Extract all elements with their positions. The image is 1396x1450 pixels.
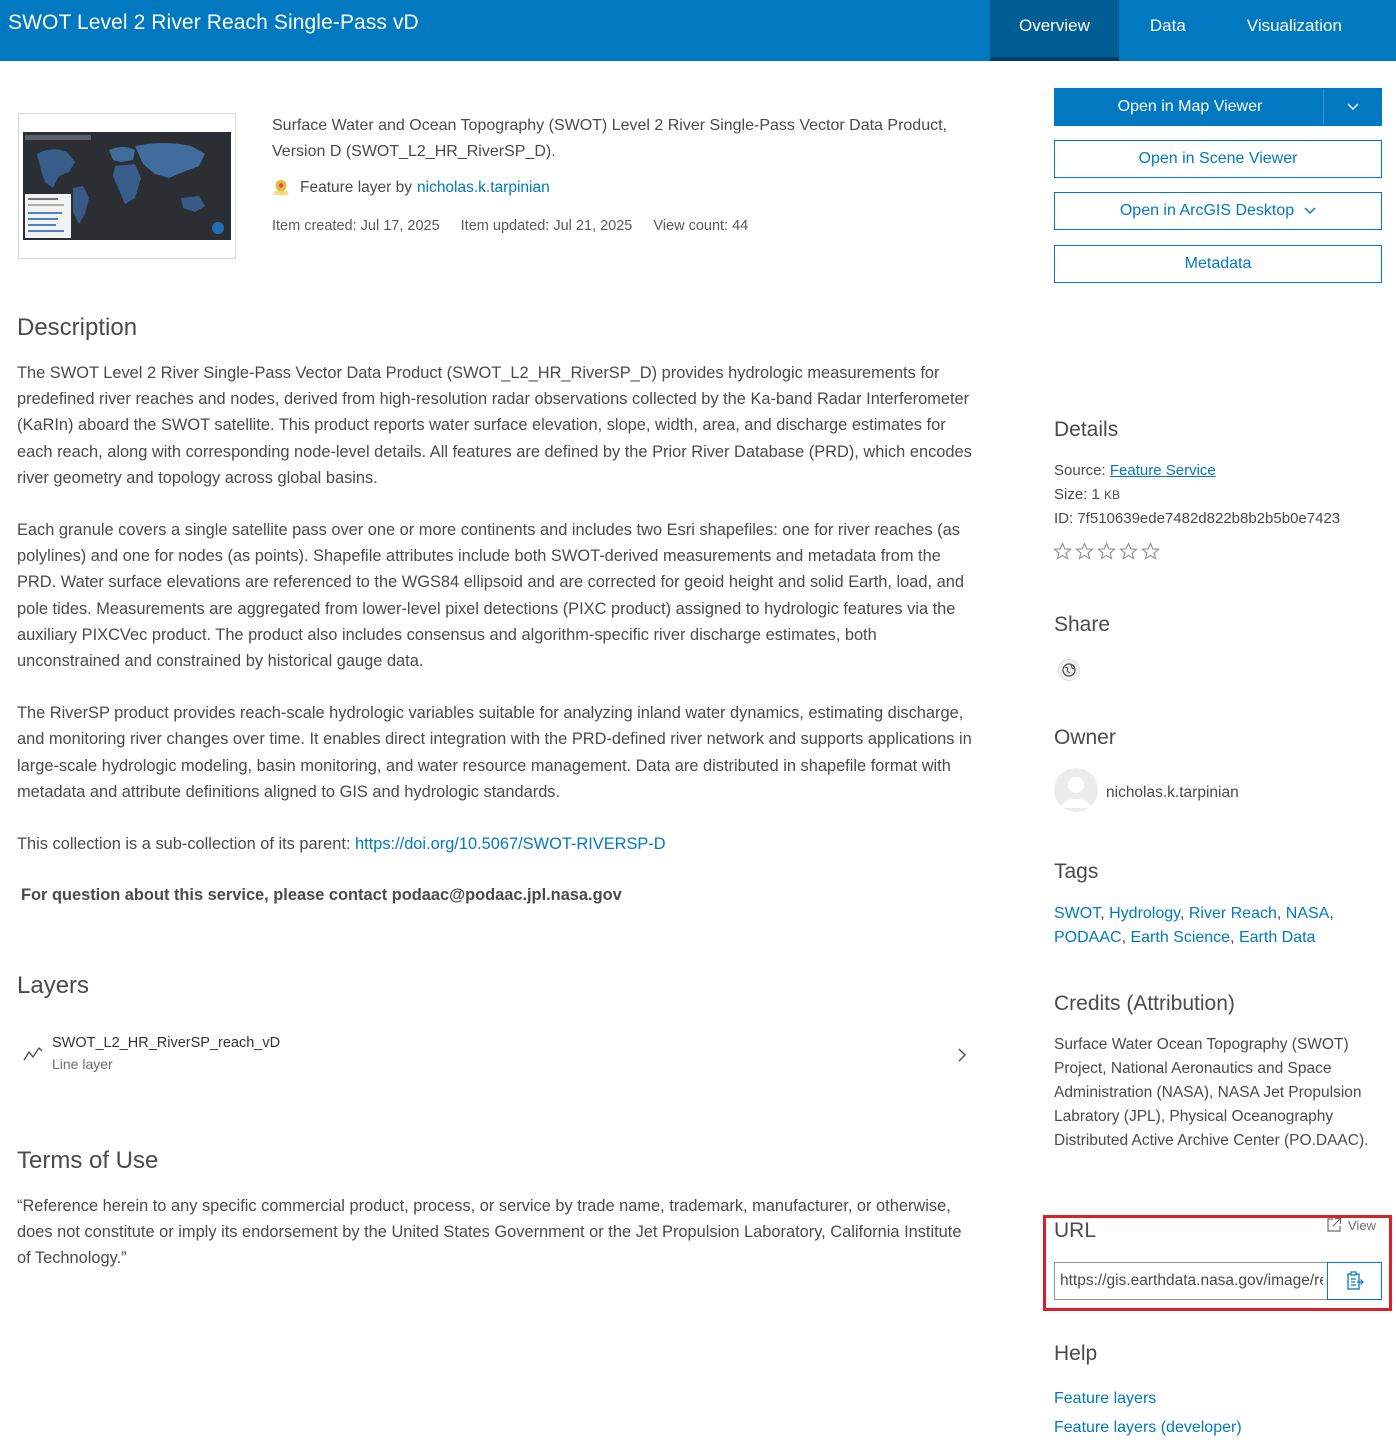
item-title: SWOT Level 2 River Reach Single-Pass vD <box>8 11 419 34</box>
chevron-right-icon <box>957 1048 967 1062</box>
open-in-map-viewer-button[interactable] <box>1054 88 1382 126</box>
tag-link[interactable]: Earth Data <box>1238 929 1316 946</box>
tag-link[interactable]: PODAAC <box>1054 929 1122 946</box>
parent-collection-label: This collection is a sub-collection of its parent: <box>17 835 355 854</box>
view-url-label: View <box>1348 1217 1376 1233</box>
star-icon[interactable] <box>1141 542 1160 561</box>
source-label: Source: <box>1054 462 1106 479</box>
star-icon[interactable] <box>1075 542 1094 561</box>
item-type-label: Feature layer by <box>300 179 412 196</box>
description-body <box>17 360 977 934</box>
layer-name: SWOT_L2_HR_RiverSP_reach_vD <box>52 1035 281 1051</box>
rating-stars[interactable] <box>1053 542 1160 561</box>
url-heading: URL <box>1054 1219 1097 1242</box>
layers-heading: Layers <box>17 972 90 999</box>
chevron-down-icon <box>1347 103 1359 111</box>
terms-body: “Reference herein to any specific commercial product, process, or service by trade name, trademark, manufacturer, or otherwise, does not constitute or imply its endorsement by the United States Government or the Jet Propulsion Laboratory, California Institute of Technology.” <box>17 1197 962 1268</box>
owner-link[interactable]: nicholas.k.tarpinian <box>417 179 550 196</box>
view-url-link[interactable] <box>1326 1217 1376 1233</box>
metadata-button[interactable]: Metadata <box>1054 245 1382 283</box>
details-source <box>1054 459 1340 483</box>
description-paragraph <box>17 831 977 857</box>
help-heading: Help <box>1054 1342 1098 1365</box>
description-heading: Description <box>17 314 138 341</box>
tab-data[interactable]: Data <box>1149 16 1186 35</box>
star-icon[interactable] <box>1053 542 1072 561</box>
description-paragraph: The SWOT Level 2 River Single-Pass Vector Data Product (SWOT_L2_HR_RiverSP_D) provides hydrologic measurements for predefined river reaches and nodes, derived from high-resolution radar observations collected by the Ka-band Radar Interferometer (KaRIn) aboard the SWOT satellite. This product reports water surface elevation, slope, width, area, and discharge estimates for each reach, along with corresponding node-level details. All features are defined by the Prior River Database (PRD), which encodes river geometry and topology across global basins. <box>17 364 972 487</box>
layer-type: Line layer <box>52 1056 113 1072</box>
help-link-feature-layers[interactable]: Feature layers <box>1054 1390 1157 1407</box>
parent-collection-link[interactable]: https://doi.org/10.5067/SWOT-RIVERSP-D <box>355 835 666 854</box>
tag-link[interactable]: NASA <box>1285 905 1330 922</box>
line-layer-icon <box>23 1046 43 1062</box>
copy-clipboard-icon <box>1346 1271 1364 1291</box>
tag-link[interactable]: SWOT <box>1054 905 1101 922</box>
feature-layer-icon <box>272 179 290 197</box>
details-heading: Details <box>1054 418 1119 441</box>
terms-heading: Terms of Use <box>17 1147 159 1174</box>
view-count: View count: 44 <box>653 218 749 234</box>
url-field[interactable] <box>1054 1262 1328 1300</box>
owner-name-link[interactable]: nicholas.k.tarpinian <box>1106 784 1239 801</box>
external-link-icon <box>1326 1217 1342 1233</box>
help-link-feature-layers-developer[interactable]: Feature layers (developer) <box>1054 1419 1242 1436</box>
help-links <box>1054 1384 1242 1442</box>
item-summary: Surface Water and Ocean Topography (SWOT) Level 2 River Single-Pass Vector Data Product, Version D (SWOT_L2_HR_RiverSP_D). <box>272 117 947 160</box>
tab-bar <box>990 0 1371 61</box>
id-value: 7f510639ede7482d822b8b2b5b0e7423 <box>1077 510 1341 527</box>
thumbnail-map-image <box>23 132 231 240</box>
user-avatar-icon <box>1054 768 1098 812</box>
details-id <box>1054 507 1340 531</box>
details-size <box>1054 483 1340 507</box>
item-byline <box>272 179 550 197</box>
item-created: Item created: Jul 17, 2025 <box>272 218 440 234</box>
map-viewer-options-dropdown[interactable] <box>1323 89 1381 125</box>
tab-visualization[interactable]: Visualization <box>1246 16 1342 35</box>
copy-url-button[interactable] <box>1327 1262 1382 1300</box>
tag-link[interactable]: Earth Science <box>1130 929 1231 946</box>
globe-share-icon[interactable] <box>1057 658 1081 682</box>
layer-list-item[interactable] <box>17 1034 975 1078</box>
source-link[interactable]: Feature Service <box>1109 462 1216 479</box>
description-paragraph: Each granule covers a single satellite pass over one or more continents and includes two Esri shapefiles: one for river reaches (as polylines) and one for nodes (as points). Shapefile attributes include both SWOT-derived measurements and metadata from the PRD. Water surface elevations are referenced to the WGS84 ellipsoid and are corrected for geoid height and solid Earth, load, and pole tides. Measurements are aggregated from lower-level pixel detections (PIXC product) assigned to hydrologic features via the auxiliary PIXCVec product. The product also includes consensus and algorithm-specific river discharge estimates, both unconstrained and constrained by historical gauge data. <box>17 521 964 671</box>
chevron-down-icon <box>1304 207 1316 215</box>
size-label: Size: <box>1054 486 1088 503</box>
size-value: 1 <box>1091 486 1100 503</box>
open-in-scene-viewer-button[interactable]: Open in Scene Viewer <box>1054 140 1382 178</box>
star-icon[interactable] <box>1097 542 1116 561</box>
open-in-arcgis-desktop-label: Open in ArcGIS Desktop <box>1119 202 1295 219</box>
share-heading: Share <box>1054 613 1111 636</box>
owner-heading: Owner <box>1054 726 1116 749</box>
credits-text: Surface Water Ocean Topography (SWOT) Project, National Aeronautics and Space Administration (NASA), NASA Jet Propulsion Labratory (JPL), Physical Oceanography Distributed Active Archive Center (PO.DAAC). <box>1054 1036 1369 1149</box>
size-unit: KB <box>1104 488 1121 502</box>
description-paragraph: The RiverSP product provides reach-scale hydrologic variables suitable for analyzing inland water dynamics, estimating discharge, and monitoring river changes over time. It enables direct integration with the PRD-defined river network and supports applications in large-scale hydrologic modeling, basin monitoring, and water resource management. Data are distributed in shapefile format with metadata and attribute definitions aligned to GIS and hydrologic standards. <box>17 704 972 801</box>
open-in-map-viewer-label: Open in Map Viewer <box>1117 98 1263 115</box>
contact-note: For question about this service, please contact podaac@podaac.jpl.nasa.gov <box>21 886 622 905</box>
tag-link[interactable]: Hydrology <box>1109 905 1180 922</box>
star-icon[interactable] <box>1119 542 1138 561</box>
open-in-arcgis-desktop-button[interactable] <box>1054 192 1382 230</box>
tags-heading: Tags <box>1054 860 1099 883</box>
id-label: ID: <box>1054 510 1074 527</box>
item-metadata-row <box>272 218 769 234</box>
tag-link[interactable]: River Reach <box>1188 905 1277 922</box>
details-list <box>1054 459 1340 531</box>
tag-list: SWOT, Hydrology, River Reach, NASA, PODAAC, Earth Science, Earth Data <box>1054 905 1334 946</box>
avatar[interactable] <box>1054 768 1098 812</box>
credits-heading: Credits (Attribution) <box>1054 992 1235 1015</box>
item-updated: Item updated: Jul 21, 2025 <box>460 218 633 234</box>
tab-overview[interactable]: Overview <box>990 0 1119 61</box>
top-navigation-bar <box>0 0 1396 61</box>
item-thumbnail <box>18 113 236 259</box>
